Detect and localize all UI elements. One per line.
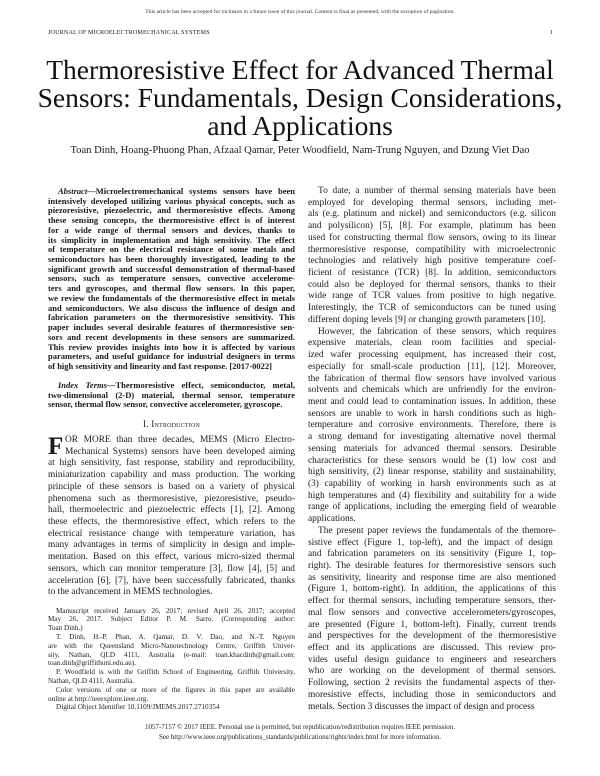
line-content bbox=[318, 526, 556, 538]
line-text: these sensing concepts, the thermoresistive effect is of interest bbox=[48, 215, 295, 226]
line-content bbox=[308, 514, 356, 526]
line-text: high sensitivity, (2) linear response, stability and sustainability, bbox=[308, 467, 556, 478]
text-line bbox=[48, 447, 295, 459]
line-content bbox=[308, 596, 556, 608]
text-line bbox=[48, 529, 295, 541]
line-text: als (e.g. platinum and nickel) and semiconductors (e.g. silicon bbox=[308, 209, 556, 220]
text-line bbox=[308, 666, 556, 678]
section-label: Abstract— bbox=[58, 186, 96, 196]
text-line bbox=[308, 631, 556, 643]
line-text: its simplicity in implementation and high sensitivity. The effect bbox=[48, 234, 295, 245]
line-content bbox=[308, 315, 546, 327]
line-content bbox=[48, 494, 295, 506]
line-text: we review the fundamentals of the thermoresistive effect in metals bbox=[48, 292, 295, 303]
text-line bbox=[48, 552, 295, 564]
text-line bbox=[308, 678, 556, 690]
line-content bbox=[308, 397, 556, 409]
line-text: The present paper reviews the fundamentals of the themore- bbox=[318, 525, 556, 536]
line-content bbox=[308, 479, 556, 491]
line-content bbox=[308, 467, 556, 479]
line-content bbox=[308, 350, 556, 362]
text-line bbox=[48, 482, 295, 494]
copyright-line: 1057-7157 © 2017 IEEE. Personal use is permitted, but republication/redistribution requires IEEE permission. bbox=[145, 723, 455, 731]
line-text: sensor, thermal flow sensor, convective accelerometer, gyroscope. bbox=[48, 399, 283, 410]
copyright-line: See http://www.ieee.org/publications_standards/publications/rights/index.html for more information. bbox=[158, 733, 442, 741]
line-text: This review provides insights into how it is affected by various bbox=[48, 341, 295, 352]
line-text: sensors, which can monitor temperature [3], flow [4], [5] and bbox=[48, 563, 295, 574]
line-content bbox=[308, 678, 556, 690]
text-line bbox=[48, 624, 295, 633]
line-text: Manuscript received January 26, 2017; revised April 26, 2017; accepted bbox=[56, 606, 295, 615]
line-content bbox=[308, 655, 556, 667]
line-text: Mechanical Systems) sensors have been developed aiming bbox=[65, 446, 295, 457]
line-content bbox=[308, 549, 556, 561]
text-line bbox=[48, 400, 295, 410]
text-line bbox=[308, 584, 556, 596]
line-content bbox=[308, 573, 556, 585]
line-content bbox=[48, 540, 295, 552]
line-content bbox=[48, 677, 134, 686]
line-text: Thermoresistive effect, semiconductor, metal, bbox=[115, 380, 295, 390]
line-content bbox=[48, 642, 295, 651]
index-terms bbox=[48, 381, 295, 410]
text-line bbox=[308, 514, 556, 526]
line-content bbox=[308, 385, 556, 397]
line-text: these effects, the thermoresistive effect, which refers to the bbox=[48, 517, 295, 528]
line-content bbox=[308, 608, 556, 620]
line-text: mentation. Based on this effect, various micro-sized thermal bbox=[48, 552, 295, 563]
line-text: to the advancement in MEMS technologies. bbox=[48, 587, 213, 598]
line-text: expensive materials, clean room facilities and special- bbox=[308, 338, 556, 349]
line-text: paper includes several desirable features of thermoresistive sen- bbox=[48, 322, 295, 333]
text-line bbox=[308, 596, 556, 608]
line-text: two-dimensional (2-D) material, thermal sensor, temperature bbox=[48, 389, 295, 400]
text-line bbox=[308, 561, 556, 573]
line-text: and fabrication parameters on its sensitivity (Figure 1, top- bbox=[308, 549, 556, 560]
line-text: To date, a number of thermal sensing materials have been bbox=[318, 186, 556, 196]
text-line bbox=[308, 467, 556, 479]
line-text: metals. Section 3 discusses the impact of design and process bbox=[308, 701, 535, 712]
line-text: who are working on the development of thermal sensors. bbox=[308, 666, 556, 677]
line-text: especially for small-scale production [11], [12]. Moreover, bbox=[308, 361, 556, 372]
text-line bbox=[308, 221, 556, 233]
text-line bbox=[48, 505, 295, 517]
line-text: sensing materials for advanced thermal sensors. Desirable bbox=[308, 443, 556, 454]
line-content bbox=[48, 624, 83, 633]
text-line bbox=[308, 643, 556, 655]
text-line bbox=[308, 233, 556, 245]
line-text: (Figure 1, bottom-right). In addition, the applications of this bbox=[308, 584, 556, 595]
line-content bbox=[48, 470, 295, 482]
text-line bbox=[48, 642, 295, 651]
text-line bbox=[48, 435, 295, 447]
text-line bbox=[308, 491, 556, 503]
text-line bbox=[48, 677, 295, 686]
line-text: T. Dinh, H.-P. Phan, A. Qamar, D. V. Dao, and N.-T. Nguyen bbox=[56, 632, 295, 641]
line-content bbox=[308, 538, 553, 550]
line-text: effect for thermal sensors, including temperature sensors, ther- bbox=[308, 596, 556, 607]
line-content bbox=[308, 338, 556, 350]
title-line: Sensors: Fundamentals, Design Considerations, bbox=[37, 82, 563, 113]
line-text: many advantages in terms of simplicity in design and imple- bbox=[48, 540, 295, 551]
line-content bbox=[48, 651, 295, 660]
text-line bbox=[308, 198, 556, 210]
line-text: and polysilicon) [5], [8]. For example, platinum has been bbox=[308, 221, 556, 232]
text-line bbox=[308, 432, 556, 444]
line-text: semiconductors has been thoroughly investigated, leading to the bbox=[48, 254, 295, 265]
line-text: vides useful design guidance to engineers and researchers bbox=[308, 654, 556, 665]
text-line bbox=[308, 385, 556, 397]
text-line bbox=[308, 409, 556, 421]
paper-title bbox=[0, 56, 600, 140]
text-line bbox=[308, 573, 556, 585]
line-content bbox=[308, 502, 556, 514]
line-text: sistive effect (Figure 1, top-left), and the impact of design bbox=[308, 537, 553, 548]
line-content bbox=[48, 517, 295, 529]
line-content bbox=[48, 695, 148, 704]
line-content bbox=[308, 620, 556, 632]
text-line bbox=[308, 209, 556, 221]
line-text: sors and recent developments in these sensors are summarized. bbox=[48, 331, 295, 342]
text-line bbox=[48, 564, 295, 576]
line-text: could also be deployed for thermal sensors, thanks to their bbox=[308, 279, 556, 290]
line-content bbox=[308, 209, 556, 221]
line-text: used for constructing thermal flow sensors, owing to its linear bbox=[308, 232, 556, 243]
line-content bbox=[308, 409, 556, 421]
text-line bbox=[48, 587, 295, 599]
line-text: However, the fabrication of these sensors, which requires bbox=[318, 326, 556, 337]
text-line bbox=[308, 655, 556, 667]
line-text: electrical resistance change with temperature variation, has bbox=[48, 528, 295, 539]
acceptance-notice: This article has been accepted for inclusion in a future issue of this journal. Content is final as presented, with the exception of pagination. bbox=[145, 9, 455, 15]
line-text: technologies and relatively high positive temperature coef- bbox=[308, 256, 556, 267]
line-content bbox=[308, 280, 556, 292]
line-text: sensors are unable to work in harsh conditions such as high- bbox=[308, 408, 556, 419]
line-content bbox=[308, 491, 556, 503]
line-content bbox=[308, 561, 556, 573]
text-line bbox=[48, 659, 295, 668]
text-line bbox=[308, 444, 556, 456]
text-line bbox=[308, 456, 556, 468]
line-text: Microelectromechanical systems sensors have been bbox=[95, 186, 295, 196]
line-text: hall, thermoelectric and piezoelectric effects [1], [2]. Among bbox=[48, 505, 295, 516]
text-line bbox=[308, 362, 556, 374]
line-content bbox=[318, 186, 556, 198]
line-text: right). The desirable features for thermoresistive sensors such bbox=[308, 561, 556, 571]
line-content bbox=[48, 552, 295, 564]
text-line bbox=[48, 576, 295, 588]
title-line: Thermoresistive Effect for Advanced Thermal bbox=[46, 54, 554, 85]
line-content bbox=[48, 458, 295, 470]
line-content bbox=[48, 576, 295, 588]
line-content bbox=[308, 256, 556, 268]
text-line bbox=[48, 633, 295, 642]
drop-cap: F bbox=[48, 433, 64, 460]
text-line bbox=[308, 702, 556, 714]
text-line bbox=[48, 494, 295, 506]
line-content bbox=[308, 303, 556, 315]
line-text: different doping levels [9] or changing growth parameters [10]. bbox=[308, 314, 546, 325]
text-line bbox=[308, 280, 556, 292]
line-text: range of applications, including the emerging field of wearable bbox=[308, 502, 556, 513]
line-text: effect and its applications are discussed. This review pro- bbox=[308, 643, 556, 654]
text-line bbox=[308, 186, 556, 198]
line-content bbox=[48, 659, 136, 668]
text-line bbox=[48, 686, 295, 695]
line-content bbox=[308, 245, 556, 257]
text-line bbox=[48, 615, 295, 624]
text-line bbox=[48, 668, 295, 677]
text-line bbox=[48, 695, 295, 704]
text-line bbox=[48, 540, 295, 552]
line-content bbox=[56, 607, 295, 616]
text-line bbox=[308, 620, 556, 632]
text-line bbox=[308, 374, 556, 386]
copyright-notice bbox=[0, 722, 600, 742]
title-line: and Applications bbox=[207, 110, 393, 141]
text-line bbox=[308, 315, 556, 327]
line-content bbox=[56, 703, 219, 712]
line-text: Color versions of one or more of the figures in this paper are available bbox=[56, 685, 295, 694]
line-text: ters and gyroscopes, and thermal flow sensors. In this paper, bbox=[48, 283, 295, 294]
line-text: ized wafer processing equipment, has increased their cost, bbox=[308, 350, 556, 361]
line-text: (3) capability of working in harsh environments such as at bbox=[308, 478, 556, 489]
line-content bbox=[308, 374, 556, 386]
line-content bbox=[56, 668, 295, 677]
line-text: May 26, 2017. Subject Editor P. M. Sarro. (Corresponding author: bbox=[48, 615, 295, 624]
line-text: at high sensitivity, fast response, stability and reproducibility, bbox=[48, 458, 295, 469]
line-text: acceleration [6], [7], have been successfully fabricated, thanks bbox=[48, 575, 295, 586]
line-text: sensors, such as temperature sensors, convective accelerome- bbox=[48, 273, 295, 284]
line-content bbox=[48, 615, 295, 624]
text-line bbox=[308, 327, 556, 339]
line-text: Following, section 2 revisits the fundamental aspects of ther- bbox=[308, 678, 556, 689]
text-line bbox=[308, 350, 556, 362]
line-content bbox=[48, 362, 272, 372]
section-label: Index Terms— bbox=[58, 380, 116, 390]
line-text: solvents and chemicals which are unfriendly for the environ- bbox=[308, 385, 556, 396]
text-line bbox=[308, 538, 556, 550]
text-line bbox=[308, 420, 556, 432]
introduction-body bbox=[48, 435, 295, 599]
text-line bbox=[308, 608, 556, 620]
text-line bbox=[308, 291, 556, 303]
text-line bbox=[48, 651, 295, 660]
line-content bbox=[308, 362, 556, 374]
abstract bbox=[48, 187, 295, 372]
line-content bbox=[308, 690, 556, 702]
line-text: are with the Queensland Micro-Nanotechnology Centre, Griffith Univer- bbox=[48, 641, 295, 650]
line-text: applications. bbox=[308, 514, 356, 525]
text-line bbox=[308, 245, 556, 257]
line-content bbox=[308, 420, 556, 432]
text-line bbox=[308, 526, 556, 538]
line-text: Interestingly, the TCR of semiconductors can be tuned using bbox=[308, 303, 556, 314]
line-text: a strong demand for investigating alternative novel thermal bbox=[308, 432, 556, 443]
line-text: Digital Object Identifier 10.1109/JMEMS.2017.2710354 bbox=[56, 703, 220, 712]
line-content bbox=[48, 400, 282, 410]
line-text: miniaturization capability and mass production. The working bbox=[48, 470, 295, 481]
line-text: Toan Dinh.) bbox=[48, 624, 83, 633]
line-text: online at http://ieeexplore.ieee.org. bbox=[48, 694, 149, 703]
line-text: intensively developed utilizing various physical concepts, such as bbox=[48, 195, 295, 206]
line-text: toan.dinh@griffithuni.edu.au). bbox=[48, 659, 136, 668]
footnotes bbox=[48, 607, 295, 713]
text-line bbox=[308, 303, 556, 315]
line-content bbox=[308, 631, 556, 643]
page-number: 1 bbox=[550, 29, 554, 36]
journal-name: JOURNAL OF MICROELECTROMECHANICAL SYSTEMS bbox=[48, 29, 210, 36]
line-text: employed for developing thermal sensors, including met- bbox=[308, 197, 556, 208]
line-text: as sensitivity, linearity and response time are also mentioned bbox=[308, 572, 556, 583]
line-text: of temperature on the electrical resistance of some metals and bbox=[48, 244, 295, 255]
line-content bbox=[308, 268, 556, 280]
line-content bbox=[308, 221, 556, 233]
right-column-body bbox=[308, 186, 556, 713]
line-text: sity, Nathan, QLD 4111, Australia (e-mail: toan.khacdinh@gmail.com; bbox=[48, 650, 295, 659]
line-content bbox=[65, 447, 295, 459]
line-text: and perspectives for the development of the thermoresistive bbox=[308, 631, 556, 642]
line-text: are presented (Figure 1, bottom-left). Finally, current trends bbox=[308, 619, 556, 630]
line-text: OR MORE than three decades, MEMS (Micro Electro- bbox=[65, 435, 295, 445]
line-text: for a wide range of thermal sensors and devices, thanks to bbox=[48, 224, 295, 235]
text-line bbox=[308, 549, 556, 561]
line-text: thermoresistive response, compatibility with microelectronic bbox=[308, 244, 556, 255]
text-line bbox=[48, 703, 295, 712]
line-text: principle of these sensors is based on a variety of physical bbox=[48, 481, 295, 492]
line-text: ment and could lead to contamination issues. In addition, these bbox=[308, 396, 556, 407]
text-line bbox=[308, 338, 556, 350]
text-line bbox=[308, 690, 556, 702]
line-content bbox=[56, 633, 295, 642]
author-list: Toan Dinh, Hoang-Phuong Phan, Afzaal Qamar, Peter Woodfield, Nam-Trung Nguyen, and Dzung Viet Dao bbox=[70, 145, 530, 156]
text-line bbox=[308, 256, 556, 268]
line-content bbox=[48, 587, 213, 599]
line-text: piezoresistive, piezoelectric, and thermoresistive effects. Among bbox=[48, 205, 295, 216]
line-text: parameters, and useful guidance for industrial designers in terms bbox=[48, 351, 295, 362]
line-text: of high sensitivity and linearity and fast response. [2017-0022] bbox=[48, 360, 272, 371]
line-content bbox=[308, 432, 556, 444]
text-line bbox=[48, 458, 295, 470]
line-content bbox=[318, 327, 556, 339]
line-text: high temperatures and (4) flexibility and suitability for a wide bbox=[308, 490, 556, 501]
line-text: phenomena such as thermoresistive, piezoresistive, pseudo- bbox=[48, 493, 295, 504]
line-content bbox=[308, 584, 556, 596]
text-line bbox=[308, 479, 556, 491]
line-content bbox=[308, 291, 556, 303]
line-content bbox=[308, 702, 535, 714]
line-content bbox=[308, 666, 556, 678]
text-line bbox=[48, 607, 295, 616]
line-content bbox=[308, 233, 556, 245]
line-content bbox=[65, 435, 295, 447]
line-content bbox=[56, 686, 295, 695]
line-content bbox=[48, 482, 295, 494]
text-line bbox=[308, 268, 556, 280]
line-text: fabrication parameters on the thermoresistive sensitivity. This bbox=[48, 312, 295, 323]
line-text: moresistive effects, including those in semiconductors and bbox=[308, 689, 556, 700]
line-content bbox=[48, 564, 295, 576]
line-text: characteristics for these sensors would be (1) low cost and bbox=[308, 455, 556, 466]
line-text: mal flow sensors and convective accelerometers/gyroscopes, bbox=[308, 607, 556, 618]
line-text: wide range of TCR values from positive to high negative. bbox=[308, 291, 556, 302]
line-text: and semiconductors. We also discuss the influence of design and bbox=[48, 302, 295, 313]
line-content bbox=[48, 505, 295, 517]
text-line bbox=[308, 397, 556, 409]
line-text: significant growth and successful demonstration of thermal-based bbox=[48, 263, 295, 274]
line-content bbox=[48, 529, 295, 541]
section-heading: I. Introduction bbox=[142, 419, 201, 429]
line-content bbox=[308, 456, 556, 468]
text-line bbox=[308, 502, 556, 514]
line-text: Nathan, QLD 4111, Australia. bbox=[48, 677, 135, 685]
text-line bbox=[48, 517, 295, 529]
line-text: temperature and corrosive environments. Therefore, there is bbox=[308, 420, 556, 431]
line-text: ficient of resistance (TCR) [8]. In addition, semiconductors bbox=[308, 268, 556, 279]
line-content bbox=[308, 444, 556, 456]
line-text: the fabrication of thermal flow sensors have involved various bbox=[308, 373, 556, 384]
line-content bbox=[308, 198, 556, 210]
text-line bbox=[48, 470, 295, 482]
line-text: P. Woodfield is with the Griffith School of Engineering, Griffith University, bbox=[56, 668, 295, 677]
line-content bbox=[308, 643, 556, 655]
text-line bbox=[48, 362, 295, 372]
